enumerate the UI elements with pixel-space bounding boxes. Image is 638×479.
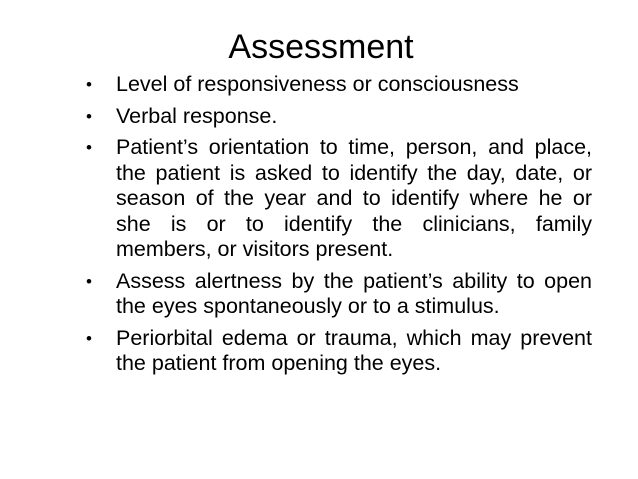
bullet-list [86, 72, 592, 383]
bullet-text: Patient’s orientation to time, person, and place, the patient is asked to identify the day, date, or season of the year and to identify where he or she is or to identify the clinicians, family members, or visitors present. [116, 135, 592, 261]
slide-title [0, 27, 638, 67]
bullet-item [86, 269, 592, 320]
bullet-item [86, 72, 592, 98]
bullet-item [86, 326, 592, 377]
bullet-dot-icon: • [86, 271, 92, 291]
bullet-item [86, 104, 592, 130]
bullet-dot-icon: • [86, 138, 92, 157]
bullet-text: Periorbital edema or trauma, which may prevent the patient from opening the eyes. [116, 325, 592, 375]
bullet-dot-icon: • [86, 328, 92, 348]
bullet-dot-icon: • [86, 75, 92, 94]
bullet-text: Verbal response. [116, 103, 278, 128]
bullet-text: Level of responsiveness or consciousness [116, 72, 519, 96]
bullet-item [86, 135, 592, 263]
bullet-text: Assess alertness by the patient’s ability to open the eyes spontaneously or to a stimulus. [116, 268, 592, 318]
slide-title-text: Assessment [228, 28, 414, 66]
bullet-dot-icon: • [86, 106, 92, 126]
